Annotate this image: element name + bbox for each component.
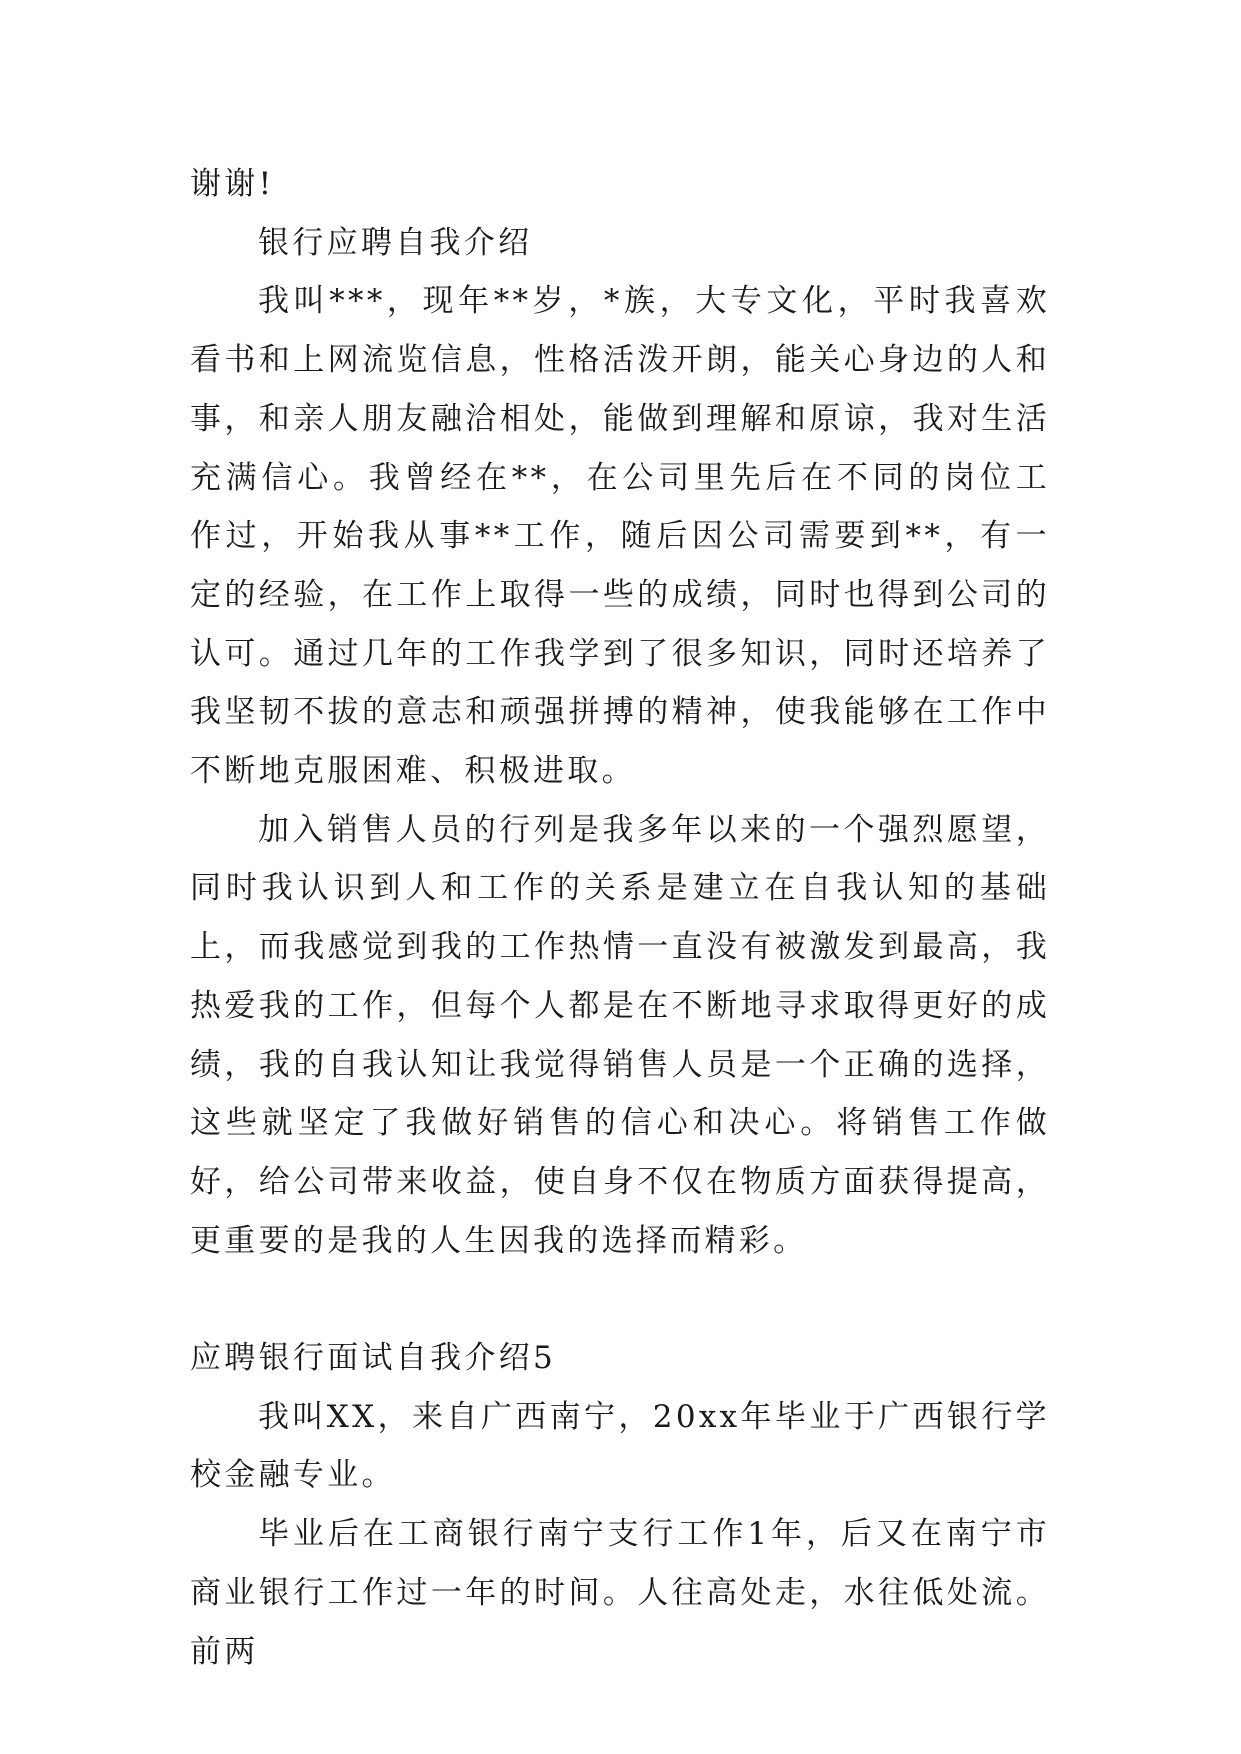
body-paragraph: 我叫XX，来自广西南宁，20xx年毕业于广西银行学校金融专业。 xyxy=(190,1398,1050,1494)
body-paragraph: 我叫***，现年**岁，*族，大专文化，平时我喜欢看书和上网流览信息，性格活泼开朗，能关心身边的人和事，和亲人朋友融洽相处，能做到理解和原谅，我对生活充满信心。我曾经在**，在公司里先后在不同的岗位工作过，开始我从事**工作，随后因公司需要到**，有一定的经验，在工作上取得一些的成绩，同时也得到公司的认可。通过几年的工作我学到了很多知识，同时还培养了我坚韧不拔的意志和顽强拼搏的精神，使我能够在工作中不断地克服困难、积极进取。 xyxy=(190,283,1050,790)
section-title: 银行应聘自我介绍 xyxy=(258,224,533,261)
body-paragraph: 加入销售人员的行列是我多年以来的一个强烈愿望，同时我认识到人和工作的关系是建立在自我认知的基础上，而我感觉到我的工作热情一直没有被激发到最高，我热爱我的工作，但每个人都是在不断地寻求取得更好的成绩，我的自我认知让我觉得销售人员是一个正确的选择，这些就坚定了我做好销售的信心和决心。将销售工作做好，给公司带来收益，使自身不仅在物质方面获得提高，更重要的是我的人生因我的选择而精彩。 xyxy=(190,811,1050,1259)
document-body xyxy=(190,155,1050,1681)
section-heading: 应聘银行面试自我介绍5 xyxy=(190,1340,557,1377)
closing-line: 谢谢! xyxy=(190,166,275,202)
body-paragraph: 毕业后在工商银行南宁支行工作1年，后又在南宁市商业银行工作过一年的时间。人往高处走，水往低处流。前两 xyxy=(190,1516,1050,1670)
